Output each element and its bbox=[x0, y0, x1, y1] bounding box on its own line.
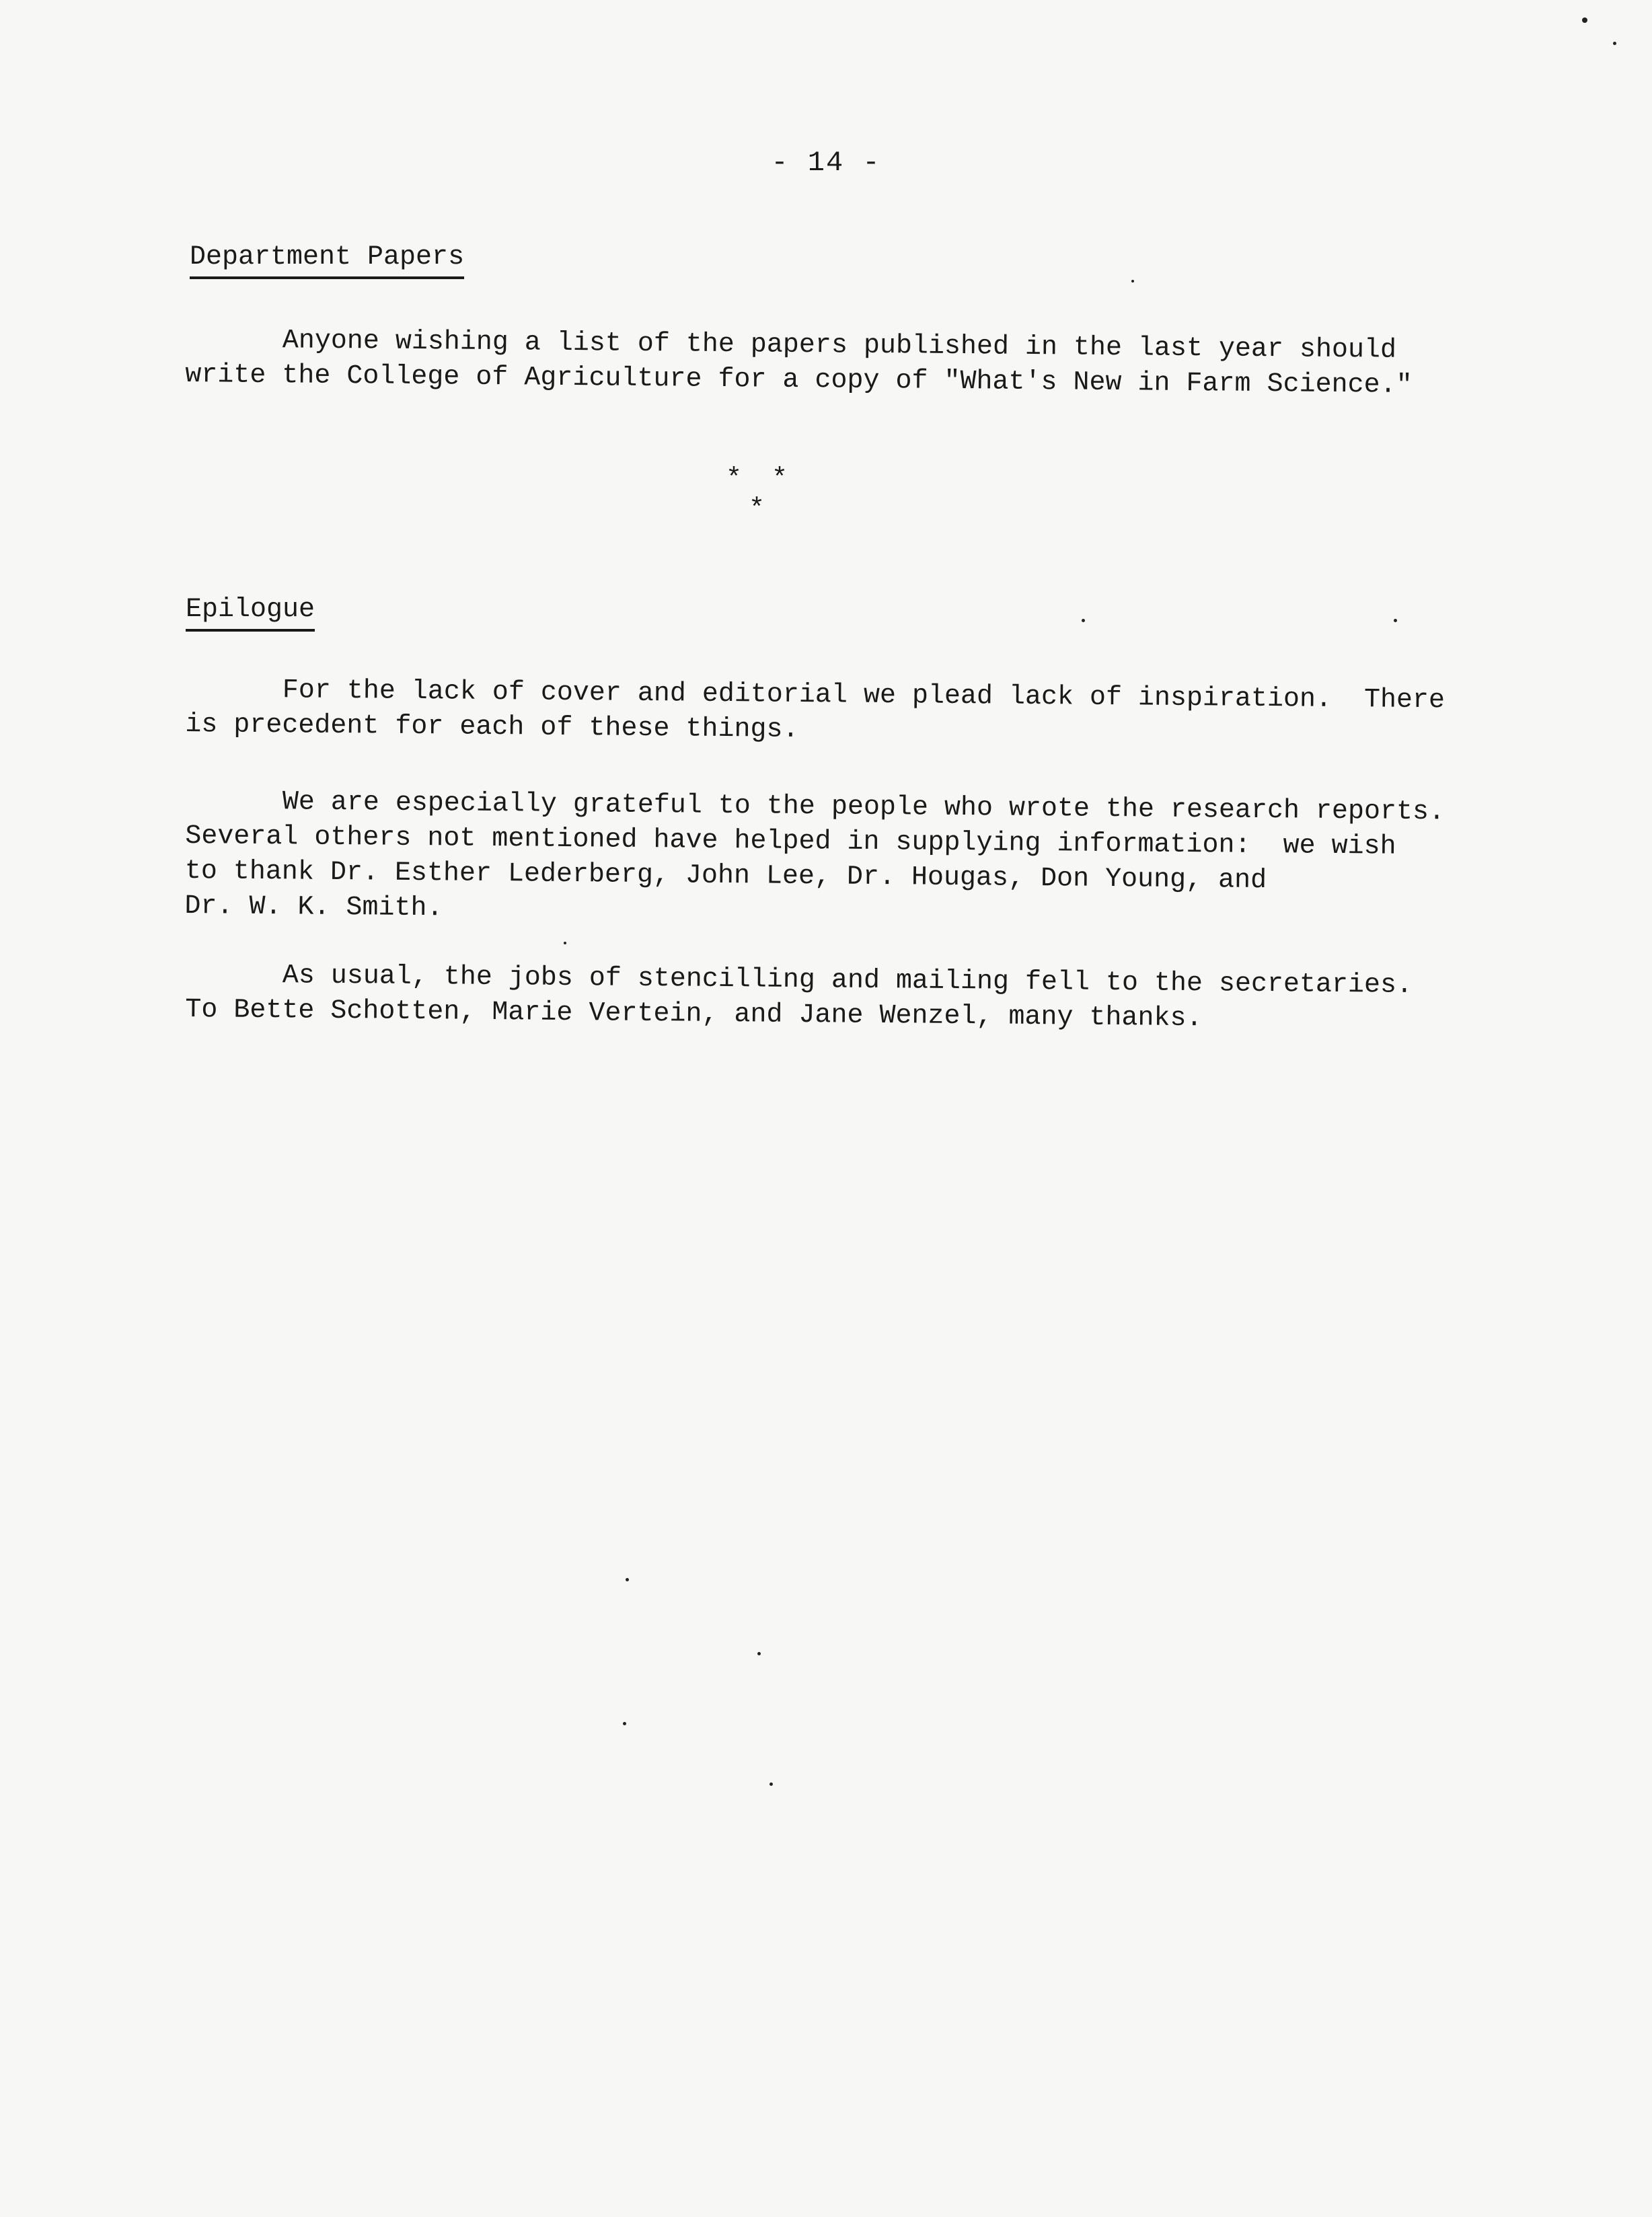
scan-speck bbox=[1613, 42, 1616, 45]
scan-speck bbox=[769, 1782, 773, 1786]
text-line: Anyone wishing a list of the papers published in the last year should bbox=[185, 324, 1397, 366]
paragraph-epilogue-1 bbox=[185, 673, 1477, 754]
section-heading-epilogue: Epilogue bbox=[186, 595, 315, 632]
paragraph-epilogue-2 bbox=[184, 784, 1477, 936]
scan-speck bbox=[1582, 17, 1587, 23]
text-line: For the lack of cover and editorial we plead lack of inspiration. There bbox=[185, 674, 1446, 716]
text-line: As usual, the jobs of stencilling and mailing fell to the secretaries. bbox=[185, 959, 1413, 1001]
text-line: To Bette Schotten, Marie Vertein, and Jane Wenzel, many thanks. bbox=[185, 994, 1203, 1035]
scan-speck bbox=[623, 1722, 626, 1725]
scan-speck bbox=[1394, 619, 1397, 622]
text-line: We are especially grateful to the people who wrote the research reports. bbox=[185, 786, 1446, 828]
paragraph-epilogue-3 bbox=[185, 958, 1477, 1039]
text-line: to thank Dr. Esther Lederberg, John Lee, Dr. Hougas, Don Young, and bbox=[184, 856, 1267, 897]
text-line: is precedent for each of these things. bbox=[185, 709, 799, 745]
scan-speck bbox=[1131, 280, 1134, 283]
text-line: write the College of Agriculture for a copy of "What's New in Farm Science." bbox=[185, 359, 1413, 401]
section-separator: * * * bbox=[725, 464, 794, 525]
scan-speck bbox=[1082, 619, 1085, 622]
section-heading-department-papers: Department Papers bbox=[190, 242, 464, 279]
text-line: Several others not mentioned have helped in supplying information: we wish bbox=[185, 821, 1396, 862]
paragraph-department-papers bbox=[185, 323, 1477, 404]
scan-speck bbox=[626, 1578, 629, 1581]
scan-speck bbox=[564, 942, 566, 944]
page-number: - 14 - bbox=[771, 147, 881, 179]
text-line: Dr. W. K. Smith. bbox=[184, 891, 443, 924]
scan-speck bbox=[757, 1652, 761, 1655]
